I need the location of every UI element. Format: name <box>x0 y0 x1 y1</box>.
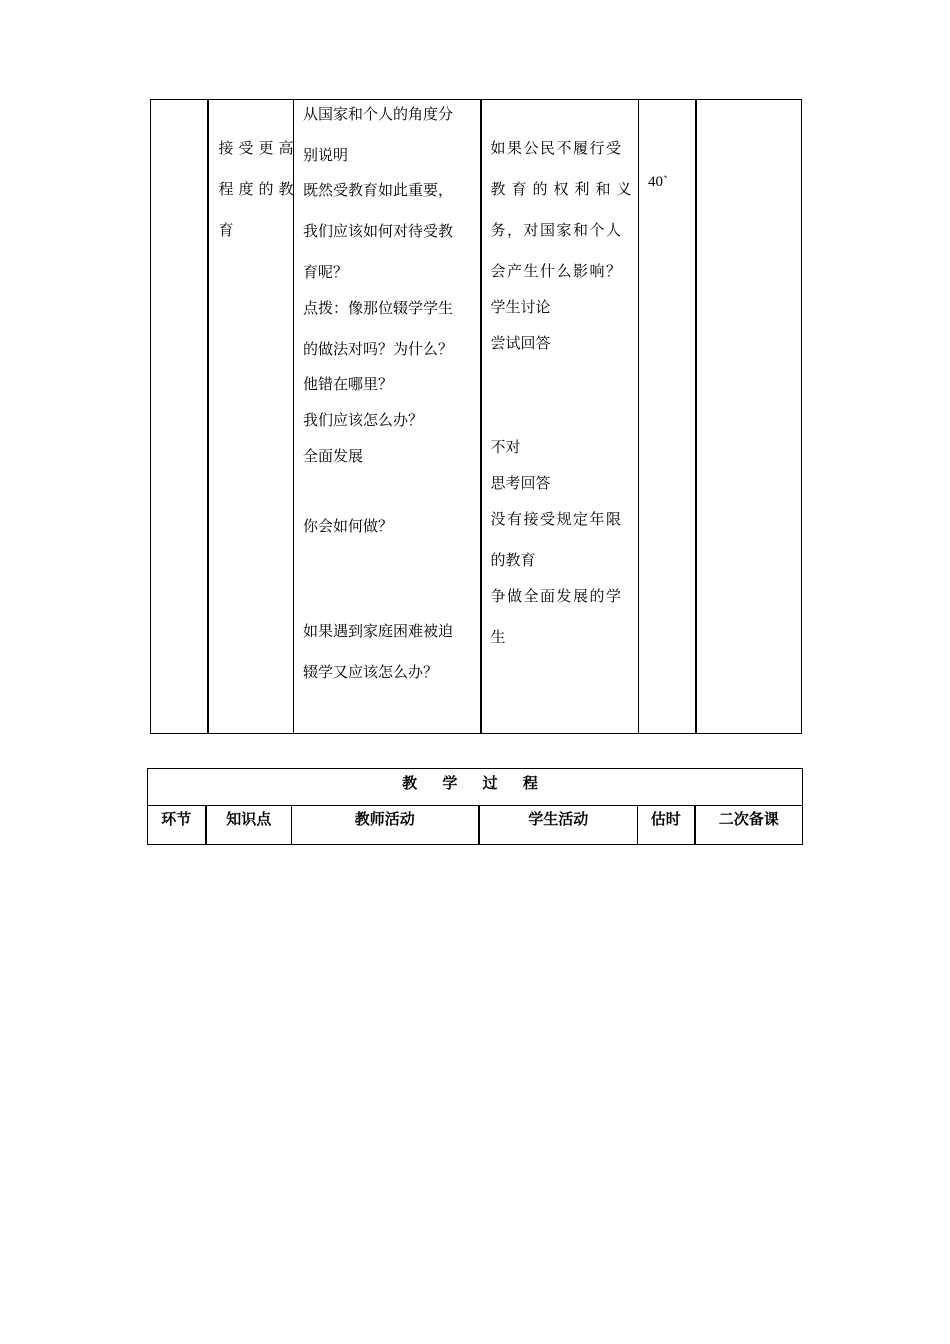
student-line: 思考回答 <box>490 474 551 492</box>
student-line: 争做全面发展的学 <box>490 587 623 605</box>
lesson-content-table <box>150 99 802 734</box>
teacher-line: 点拨：像那位辍学学生 <box>303 299 454 317</box>
teacher-line: 如果遇到家庭困难被迫 <box>303 622 454 640</box>
knowledge-line: 育 <box>218 221 234 239</box>
teacher-line: 别说明 <box>303 146 349 164</box>
teacher-line: 全面发展 <box>303 447 364 465</box>
time-value: 40` <box>648 174 668 190</box>
header-time: 估时 <box>638 806 695 845</box>
teacher-line: 既然受教育如此重要， <box>303 181 454 199</box>
table-title: 教 学 过 程 <box>148 769 803 806</box>
knowledge-line: 接受更高 <box>218 139 299 157</box>
header-knowledge: 知识点 <box>206 806 292 845</box>
teacher-line: 育呢？ <box>303 263 349 281</box>
student-line: 如果公民不履行受 <box>490 139 623 157</box>
student-line: 教育的权利和义 <box>490 180 638 198</box>
student-line: 生 <box>490 628 506 646</box>
teacher-line: 辍学又应该怎么办？ <box>303 663 439 681</box>
student-line: 学生讨论 <box>490 298 551 316</box>
student-line: 没有接受规定年限 <box>490 510 623 528</box>
header-student-activity: 学生活动 <box>479 806 638 845</box>
segment-cell <box>151 100 208 734</box>
knowledge-line: 程度的教 <box>218 180 299 198</box>
teacher-line: 从国家和个人的角度分 <box>303 105 454 123</box>
teacher-line: 我们应该如何对待受教 <box>303 222 454 240</box>
student-line: 务，对国家和个人 <box>490 221 623 239</box>
time-cell <box>639 100 696 734</box>
knowledge-cell <box>208 100 299 734</box>
student-line: 会产生什么影响？ <box>490 262 623 280</box>
header-teacher-activity: 教师活动 <box>292 806 479 845</box>
student-line: 尝试回答 <box>490 334 551 352</box>
student-line: 不对 <box>490 438 521 456</box>
teacher-line: 你会如何做？ <box>303 517 394 535</box>
header-segment: 环节 <box>148 806 206 845</box>
student-activity-cell <box>481 100 639 734</box>
teacher-line: 我们应该怎么办？ <box>303 411 424 429</box>
teaching-process-header-table <box>147 768 803 845</box>
student-line: 的教育 <box>490 551 536 569</box>
teacher-line: 的做法对吗？为什么？ <box>303 340 454 358</box>
teacher-line: 他错在哪里？ <box>303 375 394 393</box>
teacher-activity-cell <box>294 100 481 734</box>
revision-cell <box>696 100 802 734</box>
header-revision: 二次备课 <box>695 806 803 845</box>
